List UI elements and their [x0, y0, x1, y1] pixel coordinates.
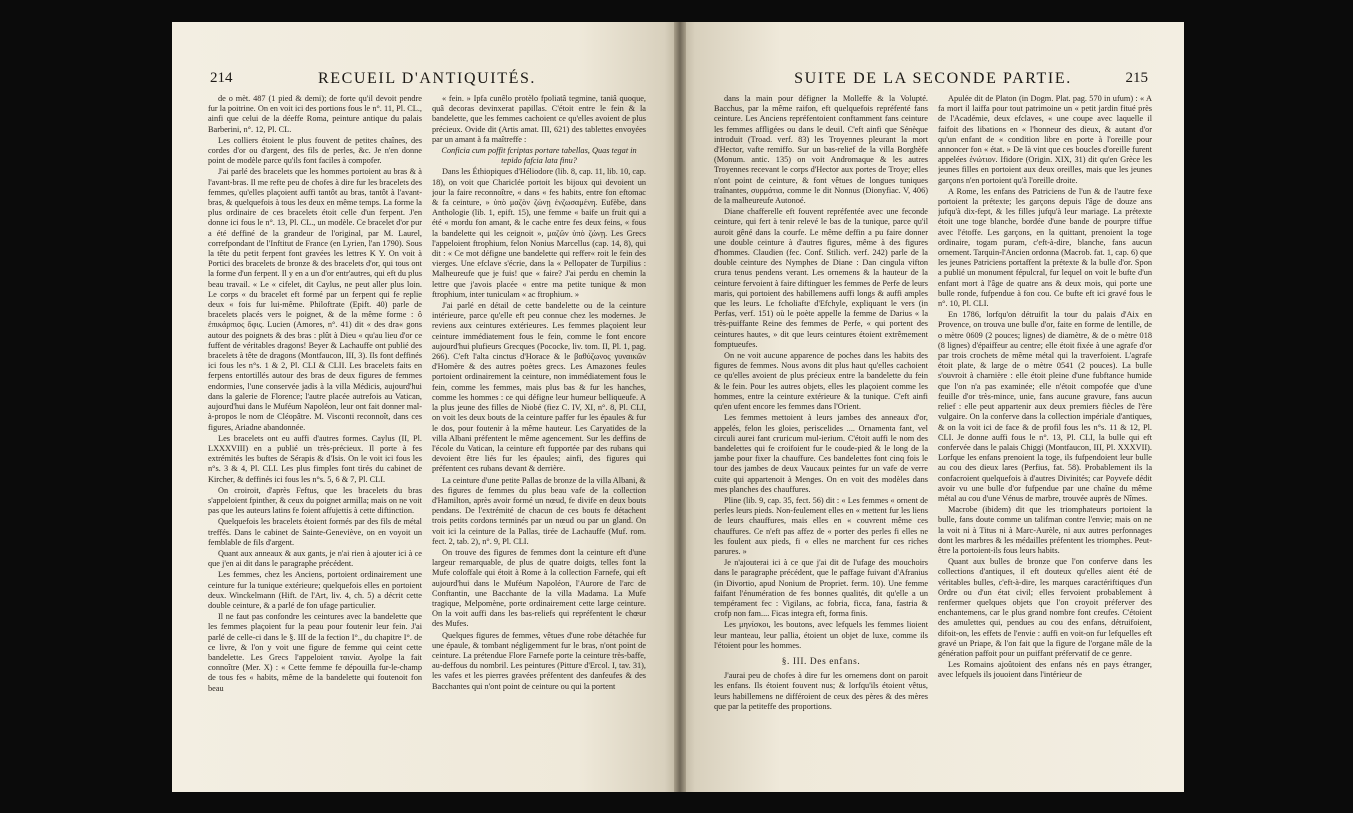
paragraph: J'ai parlé en détail de cette bandelette ou de la ceinture intérieure, parce qu'elle eft peu connue chez les modernes. Je reviens aux ceintures extérieures. Les femmes plaçoient leur ceinture immédiatement fous le fein, comme le font encore aujourd'hui plufieurs Grecques (Pococke, liv. tom. II, Pl. 1, pag. 266). C'eft l'alta cinctus d'Horace & le βαθύζωνος γυναικῶν d'Homère & des autres poètes grecs. Les Amazones feules portoient ordinairement la ceinture, non immédiatement fous le fein, comme les femmes, mais plus bas & fur les hanches, comme les hommes : ce qui défigne leur humeur belliqueufe. A la plus jeune des filles de Niobé (fiez C. IV, XI, n°. 8, Pl. CLI, on voit les deux bouts de la ceinture paffer fur les épaules & fur le dos, pour foutenir à la même hauteur. Les Caryatides de la villa Albani préfentent le même agencement. Sur les deffins de l'école du Vatican, la ceinture eft fupportée par des rubans qui devoient être liés fur les épaules; ainfi, des figures qui préfentent ces rubans devant & derrière. — [432, 301, 646, 474]
paragraph: Pline (lib. 9, cap. 35, fect. 56) dit : « Les femmes « ornent de perles leurs pieds. Non-feulement elles en « mettent fur les liens de leurs chauffures, mais elles en « couvrent même ces chauffures. Ce n'eft pas affez de « porter des perles fi elles ne les foulent aux pieds, fi « elles ne marchent fur ces riches parures. » — [714, 495, 928, 556]
paragraph: Les μηνίσκοι, les boutons, avec lefquels les femmes lioient leur manteau, leur pallia, étoient un objet de luxe, comme ils l'étoient pour les hommes. — [714, 620, 928, 650]
paragraph: Quant aux anneaux & aux gants, je n'ai rien à ajouter ici à ce que j'en ai dit dans le paragraphe précédent. — [208, 548, 422, 569]
paragraph: Les Romains ajoûtoient des enfans nés en pays étranger, avec lefquels ils jouoient dans l'intérieur de — [938, 660, 1152, 680]
left-column-2 — [432, 94, 646, 784]
section-heading: §. III. Des enfans. — [781, 656, 861, 667]
paragraph: Quant aux bulles de bronze que l'on conferve dans les collections d'antiques, il eft douteux qu'elles aient été de véritables bulles, c'eft-à-dire, les marques caractériftiques d'un Ordre ou d'un état civil; elles fervoient probablement à renfermer quelques objets que l'on croyoit préferver des enchantemens, car le plus grand nombre font creufes. C'étoient des amulettes qui, pendues au cou des enfans, détruifoient, difoit-on, les effets de l'envie : auffi en voit-on fur lefquelles eft gravé un Priape, & l'on fait que la figure de l'organe mâle de la génération paffoit pour un puiffant préfervatif de ce genre. — [938, 557, 1152, 658]
paragraph: Les femmes mettoient à leurs jambes des anneaux d'or, appelés, felon les gloies, periscelides .... Ornamenta fant, vel circuli aurei fant cruricum mul-ierium. C'étoit auffi le nom des bandelettes qui fe croifoient fur le coude-pied & le long de la jambe pour fixer la chauffure. Ces bandelettes font cinq fois le tour des jambes de deux Vaucaux peintes fur un vafe de verre cuite qui appartenoit à Menges. On en voit des modèles dans mes planches des chauffures. — [714, 413, 928, 494]
right-page — [680, 22, 1184, 792]
left-page — [172, 22, 680, 792]
left-column-1 — [208, 94, 422, 784]
paragraph: On croiroit, d'après Feftus, que les bracelets du bras s'appeloient fpinther, & ceux du poignet armilla; mais on ne voit pas que les auteurs latins fe foient affujettis à cette diftinction. — [208, 485, 422, 516]
paragraph: « fein. » Ipfa cunêlo protèlo fpoliatâ tegmine, taniâ quoque, quâ decoras devinxerat papillas. C'étoit entre le fein & la bandelette, que les femmes cachoient ce qu'elles avoient de plus précieux. Ovide dit (Artis amat. III, 621) des tablettes envoyées par un amant à fa maîtreffe : — [432, 94, 646, 144]
paragraph: Diane chafferelle eft fouvent repréfentée avec une feconde ceinture, qui fert à tenir relevé le bas de la tunique, parce qu'il auroit gêné dans la courfe. Le même deffin a pu faire donner une double ceinture à d'autres figures, même à des figures d'hommes. Claudien (fec. Conf. Stilich. verf. 242) parle de la double ceinture des Nymphes de Diane : Dan cingula vifton crura tenus pendens verant. Les ornemens & la hauteur de la ceinture fervoient à faire diftinguer les femmes de Perfe de leurs maris, qui portoient des habillemens auffi longs & auffi amples que les leurs. Le fcholiafte d'Efchyle, expliquant le vers (in Perfas, verf. 151) où le poète appelle la femme de Darius « la très-puiffante Reine des femmes de Perfe, « qui portent des ceintures hautes, » dit que leurs ceintures étoient extrêmement fomptueufes. — [714, 207, 928, 349]
paragraph: dans la main pour défigner la Molleffe & la Volupté. Bacchus, par la même raifon, eft quelquefois repréfenté fans ceinture. Les Anciens repréfentoient conftamment fans ceinture les femmes affligées ou dans le deuil. C'eft ainfi que Sénèque introduit (Troad. verf. 83) les Troyennes pleurant la mort d'Hector, vafte remiffo. Sur un bas-relief de la villa Borghèfe (Monum. antic. 135) on voit Andromaque & les autres Troyennes recevant le corps d'Hector aux portes de Troye; elles n'ont point de ceinture, & font vêtues de longues tuniques traînantes, συρμάτια, comme le dit Nonnus (Dionyfiac. V, 406) de la malheureufe Autonoé. — [714, 94, 928, 206]
paragraph: Les femmes, chez les Anciens, portoient ordinairement une ceinture fur la tunique extérieure; quelquefois elles en portoient deux. Winckelmann (Hift. de l'Art, liv. 4, ch. 5) a décrit cette double ceinture, & a parlé de fon ufage particulier. — [208, 570, 422, 610]
paragraph: de o mèt. 487 (1 pied & demi); de forte qu'il devoit pendre fur la poitrine. On en voit ici des portions fous le n°. 11, Pl. CL., ainfi que celui de la déeffe Roma, peinture antique du palais Barberini, n°. 12, Pl. CL. — [208, 94, 422, 134]
paragraph: J'ai parlé des bracelets que les hommes portoient au bras & à l'avant-bras. Il me refte peu de chofes à dire fur les bracelets des femmes, qu'elles plaçoient auffi tantôt au bras, tantôt à l'avant-bras, & quelquefois à tous les deux en même temps. La forme la plus ordinaire de ces bracelets étoit celle d'un ferpent. J'en donne ici fous le n°. 13, Pl. CL., un modèle. Ce bracelet d'or pur a été deffiné de la grandeur de l'original, par M. Laurel, correfpondant de l'Inftitut de France (en Lyrien, l'an 1790). Sous la tête du petit ferpent font gravées les lettres K Y. On voit à Portici des bracelets de bronze & des bracelets d'or, qui tous ont la forme d'un ferpent. Il y en a un d'or entr'autres, qui eft du plus beau travail. « Le « cifelet, dit Caylus, ne peut aller plus loin. Le corps « du bracelet eft formé par un ferpent qui fe replie deux « fois fur lui-même. Philoftrate (Epift. 40) parle de bracelets placés vers le poignet, & de la même forme : ô ἐπικάρπιος ὄφις. Lucien (Amores, n°. 41) dit « des dra« gons autour des poignets & des bras : plût à Dieu « qu'au lieu d'or ce fuffent de véritables dragons! Beyer & Lachauffe ont publié des bracelets à tête de dragons (Montfaucon, III, 3). Ils font deffinés ici fous les n°s. 1 & 2, Pl. CLI & CLII. Les bracelets faits en ferpens entortillés autour des bras de deux figures de femmes endormies, l'une conservée jadis à la villa Médicis, aujourd'hui dans la galerie de Florence; l'autre placée autrefois au Vatican, aujourd'hui dans le Muféum Napoléon, leur ont fait donner mal-à-propos le nom de Cléopâtre. M. Visconti reconnoît, dans ces figures, Ariadne abandonnée. — [208, 167, 422, 432]
left-running-title: RECUEIL D'ANTIQUITÉS. — [317, 70, 537, 87]
paragraph: En 1786, lorfqu'on détruifit la tour du palais d'Aix en Provence, on trouva une bulle d'or, faite en forme de lentille, de o mètre 0609 (2 pouces; lignes) de diamètre, & de o mètre 018 (8 lignes) d'épaiffeur au centre; elle étoit fixée à une agrafe d'or par trois crochets de même métal qui la traverfoient. L'agrafe étoit plate, & large de o mètre 0541 (2 pouces). La bulle s'ouvroit à charnière : elle étoit pleine d'une fubftance humide que l'on n'a pas examinée; elle n'étoit compofée que d'une feuille d'or très-mince, unie, fans aucune gravure, fans aucun relief : elle peut appartenir aux deux premiers fiècles de l'ère vulgaire. On la conferve dans la collection impériale d'antiques, & on la voit ici de face & de profil fous les n°s. 11 & 12, Pl. CLI. Je donne auffi fous le n°. 13, Pl. CLI, la bulle qui eft confervée dans le palais Chiggi (Montfaucon, III, Pl. XXXVII). Lorfque les enfans prenoient la toge, ils fufpendoient leur bulle au cou des dieux lares (Perfius, fat. 58). Probablement ils la confacroient quelquefois à d'autres Divinités; car Poyvefe dédit avoir vu une bulle d'or fufpendue par une chaîne du même métal au cou d'une Vénus de marbre, trouvée auprès de Nîmes. — [938, 310, 1152, 503]
open-book-spread — [172, 22, 1184, 792]
right-column-1 — [714, 94, 928, 784]
paragraph: Les bracelets ont eu auffi d'autres formes. Caylus (II, Pl. LXXXVIII) en a publié un très-précieux. Il porte à fes extrémités les buftes de Sérapis & d'Isis. On le voit ici fous les n°s. 3 & 4, Pl. CLI. Les plus fimples font tirés du cabinet de Kircher, & deffinés ici fous les n°s. 5, 6 & 7, Pl. CLI. — [208, 433, 422, 484]
paragraph: On trouve des figures de femmes dont la ceinture eft d'une largeur remarquable, de plus de quatre doigts, telles font la Mufe coloffale qui étoit à Rome à la collection Farnefe, qui eft aujourd'hui dans le Muféum Napoléon, l'Aurore de l'arc de Conftantin, une Bacchante de la villa Madama. La Mufe tragique, Melpomène, porte ordinairement cette large ceinture. On la voit auffi dans les bas-reliefs qui repréfentent le chœur des Mufes. — [432, 547, 646, 629]
paragraph: Il ne faut pas confondre les ceintures avec la bandelette que les femmes plaçoient fur la peau pour foutenir leur fein. J'ai parlé de celle-ci dans le §. III de la fection I°., du chapitre I°. de ce livre, & l'on y voit une figure de femme qui ceint cette bandelette. Les Grecs l'appeloient ταινία. Ayolpe la fait connoître (Mer. X) : « Cette femme fe dépouilla fur-le-champ de tous fes « habits, même de la bandelette qui foutenoit fon beau — [208, 612, 422, 693]
paragraph: Quelquefois les bracelets étoient formés par des fils de métal treffés. Dans le cabinet de Sainte-Geneviève, on en voyoit un femblable de fils d'argent. — [208, 517, 422, 547]
paragraph: Macrobe (ibidem) dit que les triomphateurs portoient la bulle, fans doute comme un talifman contre l'envie; mais on ne la voit ni à Titus ni à Marc-Aurèle, ni aux autres perfonnages dont les marbres & les médailles préfentent les triomphes. Peut-être la portoient-ils fous leurs habits. — [938, 505, 1152, 555]
verse-quote: Conficia cum poffit fcriptas portare tabellas, Quas tegat in tepido fafcia lata finu? — [441, 146, 637, 166]
paragraph: Je n'ajouterai ici à ce que j'ai dit de l'ufage des mouchoirs dans le paragraphe précédent, que le paffage fuivant d'Afranius (in Divortio, apud Nonium de Propriet. ferm. 10). Une femme faifant l'énumération de fes bonnes qualités, dit qu'elle a un tempérament fec : Vigilans, ac fobria, ficca, fana, fastria & crofp non fam.... Ficas integra eft, forma finis. — [714, 558, 928, 619]
paragraph: La ceinture d'une petite Pallas de bronze de la villa Albani, & des figures de femmes du plus beau vafe de la collection d'Hamilton, après avoir formé un nœud, fe divife en deux bouts pendans. De l'extrémité de chacun de ces bouts fe détachent trois petits cordons terminés par un nœud ou par un gland. On voit ici la ceinture de la Pallas, tirée de Lachauffe (Muf. rom. fect. 2, tab. 2), n°. 9, Pl. CLI. — [432, 475, 646, 546]
paragraph: J'aurai peu de chofes à dire fur les ornemens dont on paroit les enfans. Ils étoient fouvent nus; & lorfqu'ils étoient vêtus, leurs habillemens ne différoient de ceux des pères & des mères que par la petiteffe des proportions. — [714, 671, 928, 711]
right-column-2 — [938, 94, 1152, 784]
paragraph: On ne voit aucune apparence de poches dans les habits des figures de femmes. Nous avons dit plus haut qu'elles cachoient ce qu'elles avoient de plus précieux entre la bandelette du fein & le fein. Pour les autres objets, elles les plaçoient comme les hommes, entre la ceinture extérieure & la tunique. C'eft ainfi qu'en ufent encore les femmes dans l'Orient. — [714, 351, 928, 412]
paragraph: Dans les Éthiopiques d'Héliodore (lib. 8, cap. 11, lib. 10, cap. 18), on voit que Chariclée portoit les bijoux qui devoient un jour la faire reconnoître, « dans « fes habits, entre fon eftomac & fa ceinture, » ὑπὸ μαζὸν ζώνῃ ἐνζωσαμένη. Eufèbe, dans Anthologie (lib. 1, epift. 15), une femme « baife un fruit qui a été « mordu fon amant, & le cache entre fes deux feins, « fous la bandelette qui les ceignoit », μαζῶν ὑπὸ ζώνῃ. Les Grecs l'appeloient ftrophium, felon Nonius Marcellus (cap. 14, 8), qui dit : « Ce mot défigne une bandelette qui reffer« roit le fein des vierges. Une efclave s'écrie, dans la « Pellopater de Turpilius : Malheureufe que je fuis! que « faire? J'ai perdu en chemin la lettre que j'avois placée « entre ma petite tunique & mon ftrophium, inter tuniculam « ac ftrophium. » — [432, 167, 646, 299]
paragraph: Les colliers étoient le plus fouvent de petites chaînes, des cordes d'or ou d'argent, des fils de perles, &c. Je n'en donne point de modèle parce qu'ils font faciles à compofer. — [208, 135, 422, 166]
paragraph: A Rome, les enfans des Patriciens de l'un & de l'autre fexe portoient la prétexte; les garçons depuis l'âge de douze ans jufqu'à dix-fept, & les filles jufqu'à leur mariage. La prétexte étoit une toge blanche, bordée d'une bande de pourpre tiffue avec l'étoffe. Les garçons, en la quittant, prenoient la toge ordinaire, togam puram, c'eft-à-dire, blanche, fans aucun ornement. Tarquin-l'Ancien ordonna (Macrob. fat. 1, cap. 6) que les jeunes Patriciens portaffent la prétexte & la bulle d'or. Spon a publié un monument fépulcral, fur lequel on voit le bufte d'un enfant mort à l'âge de quatre ans & deux mois, qui porte une bulle ronde, fufpendue à fon cou. Ce bufte eft ici gravé fous le n°. 10, Pl. CLI. — [938, 186, 1152, 309]
left-page-header — [210, 70, 644, 90]
right-page-header — [718, 70, 1148, 90]
paragraph: Quelques figures de femmes, vêtues d'une robe détachée fur une épaule, & tombant négligemment fur le bras, n'ont point de ceinture. La prétendue Flore Farnefe porte la ceinture très-baffe, au-deffous du nombril. Les peintures (Pitture d'Ercol. I, tav. 31), les vafes et les pierres gravées préfentent des danfeufes & des Bacchantes qui n'ont point de ceinture ou qui la portent — [432, 630, 646, 691]
right-running-title: SUITE DE LA SECONDE PARTIE. — [794, 70, 1072, 87]
left-page-number: 214 — [210, 70, 233, 86]
paragraph: Apulée dit de Platon (in Dogm. Plat. pag. 570 in ufum) : « A fa mort il laiffa pour tout patrimoine un « petit jardin fitué près de l'Académie, deux efclaves, « une coupe avec laquelle il faifoit des libations en « l'honneur des dieux, & autant d'or qu'un enfant de « condition libre en porte à l'oreille pour annoncer fon « état. » De là vint que ces boucles d'oreille furent appelées ἐνώτιον. Ifidore (Origin. XIX, 31) dit qu'en Grèce les jeunes filles en portoient aux deux oreilles, mais que les jeunes garçons n'en portoient qu'à l'oreille droite. — [938, 94, 1152, 185]
right-page-number: 215 — [1125, 70, 1148, 86]
book-gutter — [674, 22, 686, 792]
